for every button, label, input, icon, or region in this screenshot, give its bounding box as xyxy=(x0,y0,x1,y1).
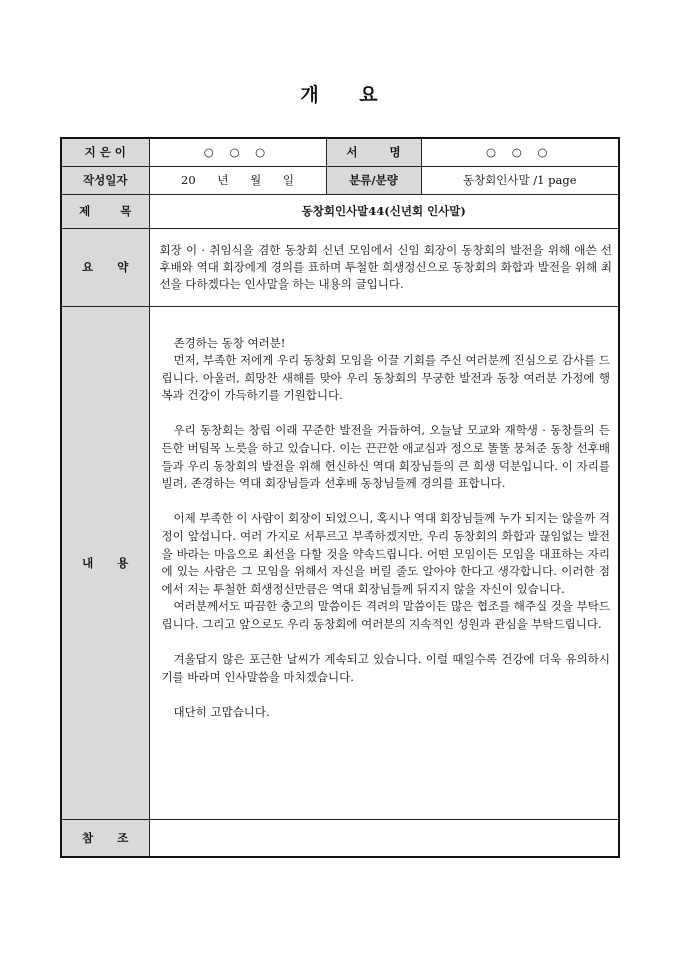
author-value: ○ ○ ○ xyxy=(149,138,326,166)
category-value: 동창회인사말 /1 page xyxy=(421,166,619,194)
summary-value: 회장 이 · 취임식을 겸한 동창회 신년 모임에서 신임 회장이 동창회의 발전을 위해 애쓴 선후배와 역대 회장에게 경의를 표하며 투철한 희생정신으로 동창회의 화합과 발전을 위해 최선을 다하겠다는 인사말을 하는 내용의 글입니다. xyxy=(149,228,619,306)
reference-value xyxy=(149,819,619,857)
subject-value: 동창회인사말44(신년회 인사말) xyxy=(149,194,619,228)
date-label: 작성일자 xyxy=(61,166,149,194)
date-value: 20 년 월 일 xyxy=(149,166,326,194)
content-paragraph: 여러분께서도 따끔한 충고의 말씀이든 격려의 말씀이든 많은 협조를 해주실 것을 부탁드립니다. 그리고 앞으로도 우리 동창회에 여러분의 지속적인 성원과 관심을 부탁드립니다. xyxy=(161,599,610,631)
date-row xyxy=(61,166,619,194)
content-row xyxy=(61,306,619,819)
subject-row xyxy=(61,194,619,228)
signature-label: 서 명 xyxy=(326,138,421,166)
content-paragraph: 존경하는 동창 여러분! xyxy=(173,335,286,350)
content-paragraph: 이제 부족한 이 사람이 회장이 되었으니, 혹시나 역대 회장님들께 누가 되지는 않을까 걱정이 앞섭니다. 여러 가지로 서투르고 부족하겠지만, 우리 동창회의 화합과 끊임없는 발전을 바라는 마음으로 최선을 다할 것을 약속드립니다. 어떤 모임이든 모임을 대표하는 자리에 있는 사람은 그 모임을 위해서 자신을 버릴 줄도 알아야 한다고 생각합니다. 이러한 점에서 저는 투철한 희생정신만큼은 역대 회장님들께 뒤지지 않을 자신이 있습니다. xyxy=(161,511,610,596)
author-row xyxy=(61,138,619,166)
content-label: 내 용 xyxy=(61,306,149,819)
summary-label: 요 약 xyxy=(61,228,149,306)
overview-table xyxy=(60,137,620,858)
content-paragraph: 겨울답지 않은 포근한 날씨가 계속되고 있습니다. 이럴 때일수록 건강에 더욱 유의하시기를 바라며 인사말씀을 마치겠습니다. xyxy=(161,652,610,684)
category-label: 분류/분량 xyxy=(326,166,421,194)
reference-row xyxy=(61,819,619,857)
reference-label: 참 조 xyxy=(61,819,149,857)
author-label: 지 은 이 xyxy=(61,138,149,166)
content-paragraph: 우리 동창회는 창립 이래 꾸준한 발전을 거듭하여, 오늘날 모교와 재학생 · 동창들의 든든한 버팀목 노릇을 하고 있습니다. 이는 끈끈한 애교심과 정으로 똘똘 뭉쳐준 동창 선후배들과 우리 동창회의 발전을 위해 헌신하신 역대 회장님들의 큰 희생 덕분입니다. 이 자리를 빌려, 존경하는 역대 회장님들과 선후배 동창님들께 경의를 표합니다. xyxy=(161,423,610,491)
content-paragraph: 먼저, 부족한 저에게 우리 동창회 모임을 이끌 기회를 주신 여러분께 진심으로 감사를 드립니다. 아울러, 희망찬 새해를 맞아 우리 동창회의 무궁한 발전과 동창 여러분 가정에 행복과 건강이 가득하기를 기원합니다. xyxy=(161,353,610,403)
summary-row xyxy=(61,228,619,306)
content-paragraph: 대단히 고맙습니다. xyxy=(173,704,270,719)
page-title: 개 요 xyxy=(300,84,380,106)
signature-value: ○ ○ ○ xyxy=(421,138,619,166)
subject-label: 제 목 xyxy=(61,194,149,228)
content-body xyxy=(149,306,619,819)
